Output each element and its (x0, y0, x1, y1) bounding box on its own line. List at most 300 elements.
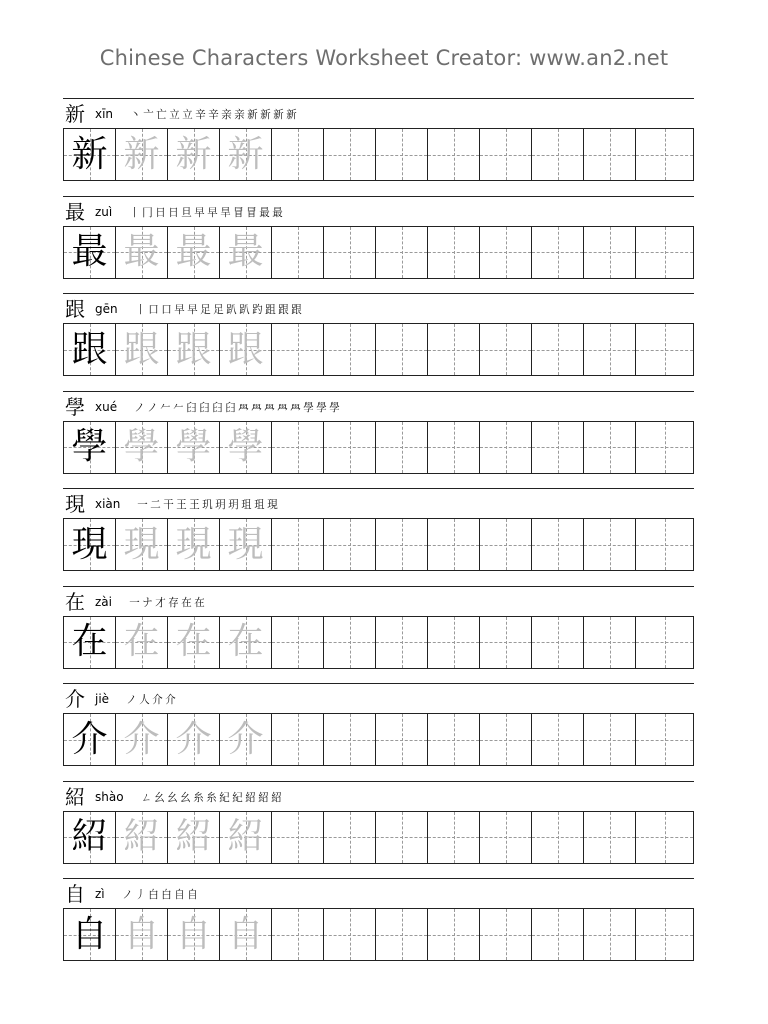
trace-character: 學 (123, 426, 160, 467)
practice-cell (428, 422, 480, 473)
practice-cell (376, 714, 428, 765)
practice-cell (480, 714, 532, 765)
stroke-step: 白 (160, 888, 172, 901)
trace-cell (168, 909, 220, 960)
stroke-step: ㄥ (140, 790, 152, 804)
stroke-step: 現 (267, 498, 279, 511)
stroke-step: 亲 (221, 108, 232, 121)
pinyin: xué (95, 399, 118, 414)
practice-cell (584, 909, 636, 960)
stroke-step: 𦥯 (290, 400, 301, 414)
stroke-step: 最 (272, 205, 283, 219)
trace-character: 新 (175, 133, 212, 175)
separator-line (63, 488, 694, 489)
character-entry (63, 196, 694, 294)
practice-cell (428, 617, 480, 668)
character-entry (63, 683, 694, 781)
stroke-step: 冂 (142, 205, 153, 219)
practice-cell (324, 812, 376, 863)
character-entry (63, 878, 694, 976)
model-character: 最 (71, 231, 108, 272)
practice-grid (63, 616, 694, 669)
stroke-step: 珇 (241, 498, 253, 511)
practice-cell (636, 324, 693, 375)
practice-cell (324, 617, 376, 668)
trace-cell (116, 129, 168, 180)
stroke-step: 人 (139, 693, 150, 706)
trace-character: 自 (227, 913, 264, 955)
pinyin: xiàn (95, 497, 121, 511)
trace-character: 在 (175, 621, 212, 662)
pinyin: zuì (95, 204, 113, 219)
trace-cell (220, 324, 272, 375)
practice-cell (272, 519, 324, 570)
practice-cell (428, 909, 480, 960)
stroke-step: 幺 (179, 790, 191, 804)
stroke-step: 早 (173, 303, 185, 316)
trace-cell (220, 909, 272, 960)
stroke-step: 立 (169, 108, 180, 121)
practice-cell (376, 422, 428, 473)
stroke-step: 新 (247, 108, 258, 121)
trace-cell (116, 714, 168, 765)
model-cell (64, 519, 116, 570)
model-character: 在 (71, 621, 108, 662)
practice-cell (428, 227, 480, 278)
entry-header (65, 883, 199, 905)
trace-character: 現 (227, 523, 264, 565)
stroke-step: 辛 (208, 108, 219, 121)
practice-cell (480, 422, 532, 473)
model-character: 介 (71, 718, 108, 760)
practice-cell (428, 714, 480, 765)
practice-cell (532, 519, 584, 570)
practice-cell (376, 129, 428, 180)
stroke-step: 口 (160, 303, 172, 316)
character-entry (63, 781, 694, 879)
pinyin: shào (95, 789, 124, 804)
practice-cell (272, 129, 324, 180)
practice-cell (324, 909, 376, 960)
stroke-order (128, 594, 206, 610)
stroke-step: 旱 (220, 205, 231, 219)
model-cell (64, 129, 116, 180)
practice-cell (272, 422, 324, 473)
practice-cell (480, 324, 532, 375)
character-entry (63, 98, 694, 196)
stroke-order (121, 886, 199, 902)
stroke-step: 紹 (257, 790, 269, 804)
stroke-step: 在 (194, 595, 205, 609)
trace-character: 紹 (227, 816, 264, 857)
trace-character: 學 (175, 426, 212, 467)
stroke-step: 紹 (270, 790, 282, 804)
trace-character: 新 (227, 133, 264, 175)
entry-header (65, 493, 279, 515)
separator-line (63, 683, 694, 684)
stroke-step: 新 (286, 108, 297, 121)
separator-line (63, 196, 694, 197)
stroke-step: 玥 (215, 498, 227, 511)
trace-character: 自 (175, 913, 212, 955)
entry-header (65, 688, 177, 710)
stroke-step: 早 (207, 205, 218, 219)
stroke-step: 二 (150, 498, 162, 511)
pinyin: gēn (95, 302, 118, 316)
model-character: 跟 (71, 328, 108, 370)
pinyin: xīn (95, 107, 114, 121)
stroke-step: 一 (137, 498, 149, 511)
practice-cell (636, 129, 693, 180)
separator-line (63, 781, 694, 782)
model-character: 自 (71, 913, 108, 955)
practice-cell (636, 617, 693, 668)
practice-cell (636, 909, 693, 960)
pinyin: jiè (95, 692, 110, 706)
practice-cell (376, 324, 428, 375)
stroke-step: ノ (126, 693, 137, 706)
stroke-step: 趴 (238, 303, 250, 316)
stroke-step: ノ (134, 400, 145, 414)
stroke-step: 白 (147, 888, 159, 901)
trace-cell (220, 714, 272, 765)
trace-cell (116, 227, 168, 278)
stroke-step: 介 (152, 693, 163, 706)
stroke-step: 丶 (130, 108, 141, 121)
stroke-step: 新 (260, 108, 271, 121)
stroke-order (128, 204, 284, 220)
trace-character: 最 (175, 231, 212, 272)
practice-grid (63, 713, 694, 766)
trace-cell (116, 909, 168, 960)
practice-cell (272, 714, 324, 765)
header-character: 新 (65, 102, 85, 126)
practice-cell (324, 324, 376, 375)
practice-cell (428, 519, 480, 570)
practice-cell (324, 227, 376, 278)
stroke-step: 𦥑 (199, 400, 210, 414)
pinyin: zì (95, 887, 105, 901)
trace-cell (168, 324, 220, 375)
practice-cell (324, 422, 376, 473)
entry-header (65, 103, 298, 125)
practice-cell (376, 617, 428, 668)
stroke-step: 才 (155, 595, 166, 609)
entry-header (65, 396, 341, 418)
stroke-step: 足 (212, 303, 224, 316)
practice-cell (532, 422, 584, 473)
model-character: 紹 (71, 816, 108, 857)
practice-cell (428, 129, 480, 180)
practice-cell (480, 909, 532, 960)
stroke-order (129, 106, 298, 122)
trace-cell (116, 812, 168, 863)
header-character: 介 (65, 687, 85, 711)
stroke-step: 𦥑 (212, 400, 223, 414)
trace-cell (116, 422, 168, 473)
practice-cell (272, 617, 324, 668)
trace-character: 介 (227, 718, 264, 760)
model-cell (64, 617, 116, 668)
practice-grid (63, 226, 694, 279)
trace-cell (116, 324, 168, 375)
practice-grid (63, 811, 694, 864)
stroke-step: 珇 (254, 498, 266, 511)
trace-character: 現 (123, 523, 160, 565)
separator-line (63, 293, 694, 294)
practice-cell (376, 812, 428, 863)
stroke-order (140, 789, 283, 805)
practice-cell (532, 617, 584, 668)
practice-cell (584, 617, 636, 668)
stroke-step: 王 (176, 498, 188, 511)
stroke-step: 一 (129, 595, 140, 609)
stroke-order (125, 691, 177, 707)
practice-cell (272, 227, 324, 278)
stroke-step: 丿 (134, 888, 146, 901)
worksheet (63, 98, 694, 976)
practice-cell (480, 812, 532, 863)
practice-cell (636, 812, 693, 863)
stroke-step: 最 (259, 205, 270, 219)
stroke-step: 王 (189, 498, 201, 511)
stroke-order (134, 301, 303, 317)
practice-cell (532, 812, 584, 863)
practice-cell (272, 812, 324, 863)
practice-cell (532, 129, 584, 180)
stroke-step: 趵 (251, 303, 263, 316)
model-cell (64, 909, 116, 960)
practice-cell (584, 422, 636, 473)
practice-cell (324, 714, 376, 765)
practice-cell (636, 422, 693, 473)
entry-header (65, 201, 284, 223)
practice-cell (636, 519, 693, 570)
practice-cell (324, 519, 376, 570)
stroke-step: 糸 (205, 790, 217, 804)
trace-character: 介 (123, 718, 160, 760)
stroke-step: 干 (163, 498, 175, 511)
stroke-step: 𦥑 (225, 400, 236, 414)
trace-character: 紹 (175, 816, 212, 857)
model-character: 現 (71, 523, 108, 565)
practice-grid (63, 518, 694, 571)
stroke-step: 𦥑 (186, 400, 197, 414)
pinyin: zài (95, 594, 112, 609)
stroke-step: 冒 (246, 205, 257, 219)
trace-cell (168, 422, 220, 473)
trace-cell (220, 422, 272, 473)
model-cell (64, 324, 116, 375)
trace-cell (168, 227, 220, 278)
trace-cell (220, 519, 272, 570)
header-character: 紹 (65, 784, 85, 809)
trace-character: 新 (123, 133, 160, 175)
model-cell (64, 227, 116, 278)
stroke-step: 在 (181, 595, 192, 609)
trace-cell (168, 617, 220, 668)
practice-grid (63, 908, 694, 961)
separator-line (63, 98, 694, 99)
header-character: 跟 (65, 297, 85, 321)
header-character: 現 (65, 492, 85, 516)
stroke-step: 𦥯 (238, 400, 249, 414)
stroke-step: 亡 (156, 108, 167, 121)
separator-line (63, 391, 694, 392)
practice-cell (428, 324, 480, 375)
header-character: 學 (65, 394, 85, 419)
trace-cell (168, 714, 220, 765)
header-character: 最 (65, 199, 85, 224)
character-entry (63, 488, 694, 586)
stroke-step: 辛 (195, 108, 206, 121)
stroke-step: 糸 (192, 790, 204, 804)
practice-grid (63, 128, 694, 181)
practice-cell (532, 324, 584, 375)
stroke-step: 學 (316, 400, 327, 414)
stroke-step: 紀 (218, 790, 230, 804)
trace-cell (220, 617, 272, 668)
trace-cell (220, 227, 272, 278)
separator-line (63, 586, 694, 587)
stroke-step: 新 (273, 108, 284, 121)
trace-character: 在 (227, 621, 264, 662)
stroke-step: 𦥯 (277, 400, 288, 414)
practice-cell (480, 129, 532, 180)
practice-cell (584, 714, 636, 765)
stroke-step: 跙 (264, 303, 276, 316)
entry-header (65, 591, 206, 613)
stroke-step: 玥 (228, 498, 240, 511)
practice-cell (584, 227, 636, 278)
practice-cell (376, 227, 428, 278)
model-cell (64, 812, 116, 863)
stroke-order (133, 399, 341, 415)
practice-cell (272, 324, 324, 375)
practice-grid (63, 323, 694, 376)
stroke-step: 口 (147, 303, 159, 316)
trace-cell (220, 812, 272, 863)
trace-cell (168, 519, 220, 570)
practice-cell (584, 324, 636, 375)
character-entry (63, 391, 694, 489)
practice-cell (272, 909, 324, 960)
stroke-step: 早 (186, 303, 198, 316)
stroke-step: 日 (168, 205, 179, 219)
practice-cell (532, 714, 584, 765)
stroke-step: 𠂉 (160, 400, 171, 414)
practice-cell (324, 129, 376, 180)
stroke-order (136, 496, 279, 512)
trace-character: 紹 (123, 816, 160, 857)
stroke-step: 趴 (225, 303, 237, 316)
header-character: 在 (65, 589, 85, 614)
entry-header (65, 298, 303, 320)
stroke-step: 介 (165, 693, 176, 706)
practice-cell (376, 519, 428, 570)
trace-character: 跟 (123, 328, 160, 370)
trace-character: 學 (227, 426, 264, 467)
practice-cell (480, 519, 532, 570)
trace-character: 在 (123, 621, 160, 662)
stroke-step: 自 (186, 888, 198, 901)
stroke-step: 自 (173, 888, 185, 901)
trace-character: 跟 (227, 328, 264, 370)
stroke-step: 亠 (143, 108, 154, 121)
practice-cell (376, 909, 428, 960)
trace-character: 最 (227, 231, 264, 272)
separator-line (63, 878, 694, 879)
model-character: 學 (71, 426, 108, 467)
character-entry (63, 293, 694, 391)
practice-cell (480, 227, 532, 278)
model-cell (64, 714, 116, 765)
model-cell (64, 422, 116, 473)
stroke-step: 跟 (277, 303, 289, 316)
practice-cell (428, 812, 480, 863)
model-character: 新 (71, 133, 108, 175)
stroke-step: ナ (142, 595, 153, 609)
stroke-step: 學 (329, 400, 340, 414)
trace-character: 介 (175, 718, 212, 760)
stroke-step: 學 (303, 400, 314, 414)
trace-character: 最 (123, 231, 160, 272)
stroke-step: 丨 (134, 303, 146, 316)
stroke-step: 紹 (244, 790, 256, 804)
practice-cell (584, 129, 636, 180)
stroke-step: 日 (155, 205, 166, 219)
stroke-step: 立 (182, 108, 193, 121)
practice-cell (636, 227, 693, 278)
stroke-step: 亲 (234, 108, 245, 121)
page-title: Chinese Characters Worksheet Creator: www.an2.net (99, 46, 669, 70)
practice-grid (63, 421, 694, 474)
practice-cell (636, 714, 693, 765)
practice-cell (532, 909, 584, 960)
stroke-step: 足 (199, 303, 211, 316)
character-entry (63, 586, 694, 684)
stroke-step: ノ (121, 888, 133, 901)
trace-cell (168, 812, 220, 863)
practice-cell (584, 519, 636, 570)
stroke-step: 𦥯 (251, 400, 262, 414)
stroke-step: 存 (168, 595, 179, 609)
stroke-step: 玑 (202, 498, 214, 511)
practice-cell (480, 617, 532, 668)
stroke-step: 丨 (129, 205, 140, 219)
trace-cell (116, 519, 168, 570)
stroke-step: 紀 (231, 790, 243, 804)
stroke-step: 幺 (166, 790, 178, 804)
stroke-step: 旦 (181, 205, 192, 219)
trace-character: 自 (123, 913, 160, 955)
practice-cell (532, 227, 584, 278)
trace-character: 跟 (175, 328, 212, 370)
trace-character: 現 (175, 523, 212, 565)
stroke-step: 冒 (233, 205, 244, 219)
trace-cell (116, 617, 168, 668)
trace-cell (168, 129, 220, 180)
stroke-step: 早 (194, 205, 205, 219)
stroke-step: ノ (147, 400, 158, 414)
entry-header (65, 786, 283, 808)
stroke-step: 𠂉 (173, 400, 184, 414)
practice-cell (584, 812, 636, 863)
stroke-step: 幺 (153, 790, 165, 804)
header-character: 自 (65, 882, 85, 906)
trace-cell (220, 129, 272, 180)
stroke-step: 𦥯 (264, 400, 275, 414)
